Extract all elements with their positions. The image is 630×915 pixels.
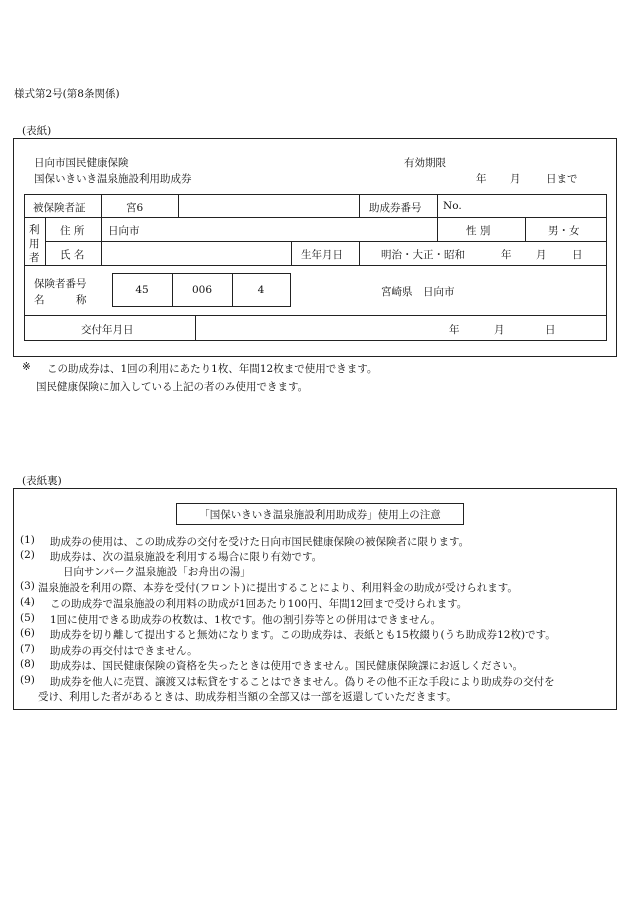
table-rule: [24, 315, 607, 316]
issue-month: 月: [494, 324, 505, 336]
era-options: 明治・大正・昭和: [381, 249, 465, 261]
issue-year: 年: [449, 324, 460, 336]
address-value: 日向市: [108, 225, 140, 237]
table-rule: [101, 194, 102, 217]
notice-item-text: 助成券を他人に売買、譲渡又は転貸をすることはできません。偽りその他不正な手段により助成券の交付を: [50, 676, 555, 688]
back-section-label: (表紙裏): [22, 475, 62, 487]
notice-item-number: (6): [20, 627, 35, 639]
insurer-code-part: 006: [191, 284, 213, 296]
notice-item-text: 助成券の再交付はできません。: [50, 645, 198, 657]
notice-title: 「国保いきいき温泉施設利用助成券」使用上の注意: [176, 503, 464, 525]
issue-date-label: 交付年月日: [81, 324, 134, 336]
user-label-char: 用: [29, 238, 40, 250]
address-label: 住 所: [60, 225, 85, 237]
voucher-number-label: 助成券番号: [369, 202, 422, 214]
notice-item-text: この助成券で温泉施設の利用料の助成が1回あたり100円、年間12回まで受けられます。: [50, 598, 468, 610]
table-rule: [24, 265, 607, 266]
user-label-char: 利: [29, 224, 40, 236]
table-rule: [101, 217, 102, 265]
insurer-code-part: 4: [257, 284, 265, 296]
validity-label: 有効期限: [404, 157, 446, 169]
notice-item-text: 助成券の使用は、この助成券の交付を受けた日向市国民健康保険の被保険者に限ります。: [50, 536, 470, 548]
name-label: 氏 名: [60, 249, 85, 261]
notice-item-number: (4): [20, 596, 35, 608]
table-rule: [45, 217, 46, 265]
table-rule: [178, 194, 179, 217]
notice-item-number: (1): [20, 534, 35, 546]
issue-day: 日: [545, 324, 556, 336]
table-rule: [291, 241, 292, 265]
note-line: 国民健康保険に加入している上記の者のみ使用できます。: [36, 381, 309, 393]
table-rule: [45, 241, 607, 242]
note-mark: ※: [22, 361, 31, 373]
note-line: この助成券は、1回の利用にあたり1枚、年間12枚まで使用できます。: [47, 363, 378, 375]
voucher-title: 国保いきいき温泉施設利用助成券: [34, 173, 192, 185]
validity-until: 日まで: [546, 173, 578, 185]
notice-item-text: 助成券は、次の温泉施設を利用する場合に限り有効です。: [50, 551, 323, 563]
notice-item-text: 助成券を切り離して提出すると無効になります。この助成券は、表紙とも15枚綴り(うち助成券12枚)です。: [50, 629, 556, 641]
notice-item-text: 受け、利用した者があるときは、助成券相当額の全部又は一部を返還していただきます。: [38, 691, 457, 703]
notice-item-number: (8): [20, 658, 35, 670]
table-rule: [195, 315, 196, 341]
validity-month: 月: [510, 173, 521, 185]
insured-card-label: 被保険者証: [33, 202, 86, 214]
validity-year: 年: [476, 173, 487, 185]
birth-month: 月: [536, 249, 547, 261]
birth-year: 年: [501, 249, 512, 261]
table-rule: [359, 194, 360, 217]
voucher-number-value: No.: [443, 200, 462, 212]
notice-item-text: 温泉施設を利用の際、本券を受付(フロント)に提出することにより、利用料金の助成が受けられます。: [38, 582, 518, 594]
table-rule: [437, 194, 438, 217]
notice-item-number: (7): [20, 643, 35, 655]
gender-value: 男・女: [548, 225, 580, 237]
front-section-label: (表紙): [22, 125, 52, 137]
birth-day: 日: [572, 249, 583, 261]
insured-card-value: 宮6: [126, 202, 144, 214]
notice-item-number: (5): [20, 612, 35, 624]
form-number-label: 様式第2号(第8条関係): [14, 88, 120, 100]
insurer-number-label: 保険者番号: [34, 278, 87, 290]
notice-item-text: 1回に使用できる助成券の枚数は、1枚です。他の割引券等との併用はできません。: [50, 614, 442, 626]
user-label-char: 者: [29, 252, 40, 264]
insurer-name-label: 名 称: [34, 294, 87, 306]
notice-item-text: 助成券は、国民健康保険の資格を失ったときは使用できません。国民健康保険課にお返しください。: [50, 660, 524, 672]
notice-item-number: (2): [20, 549, 35, 561]
table-rule: [525, 217, 526, 241]
insurer-code-part: 45: [135, 284, 149, 296]
table-rule: [359, 241, 360, 265]
notice-item-text: 日向サンパーク温泉施設「お舟出の湯」: [63, 566, 251, 578]
birth-date-label: 生年月日: [301, 249, 343, 261]
issuer-name: 日向市国民健康保険: [34, 157, 129, 169]
notice-item-number: (3): [20, 580, 35, 592]
notice-item-number: (9): [20, 674, 35, 686]
table-rule: [24, 217, 607, 218]
table-rule: [437, 217, 438, 241]
gender-label: 性 別: [466, 225, 491, 237]
insurer-name-value: 宮崎県 日向市: [381, 286, 455, 298]
